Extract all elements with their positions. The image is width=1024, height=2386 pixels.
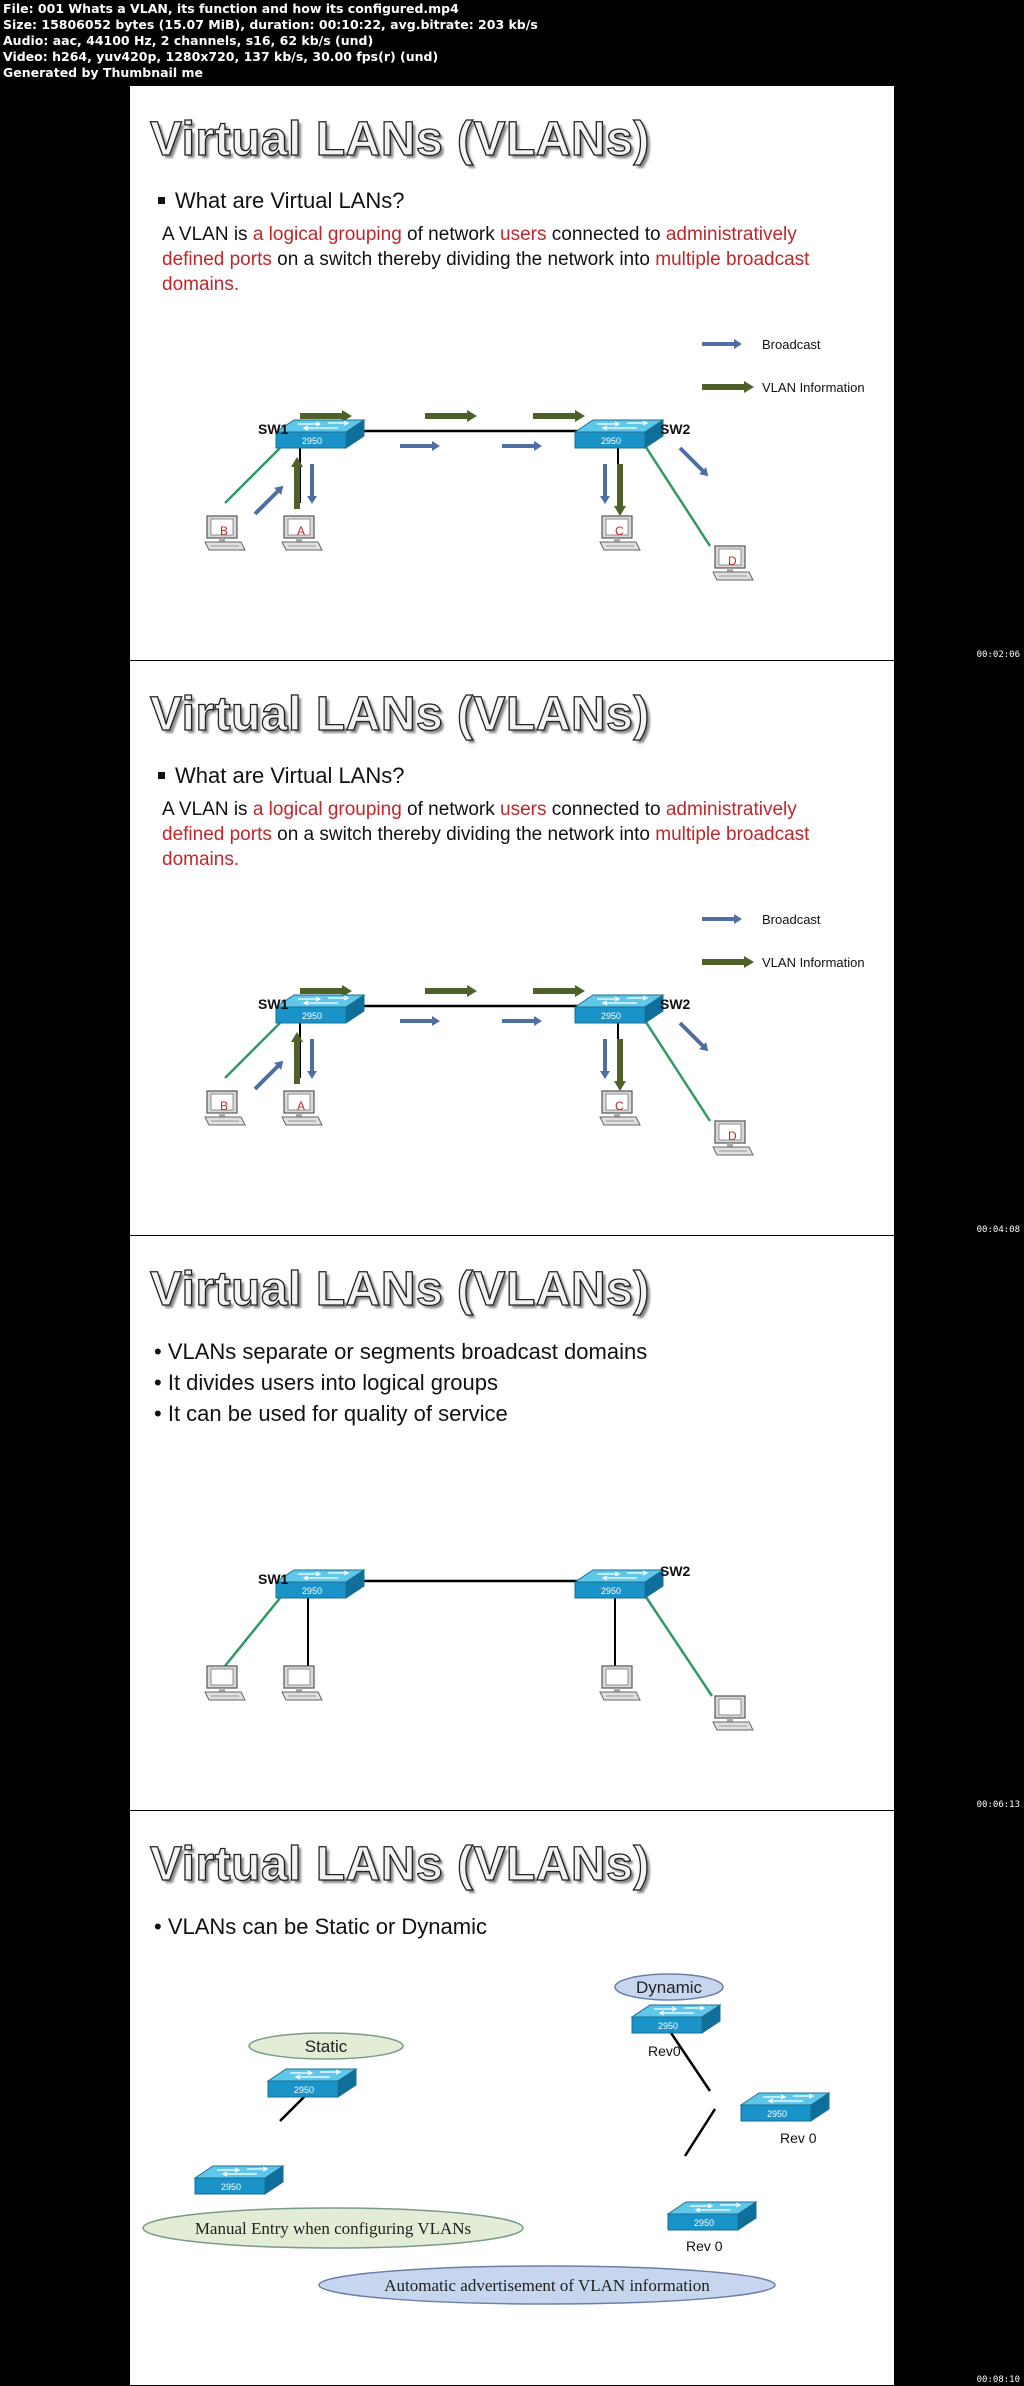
list-item: • VLANs can be Static or Dynamic (154, 1911, 487, 1942)
svg-text:C: C (615, 1099, 624, 1113)
meta-file: File: 001 Whats a VLAN, its function and how its configured.mp4 (3, 1, 459, 16)
slide-3 (130, 1236, 894, 1810)
slide-4 (130, 1811, 894, 2385)
rev0-label: Rev 0 (780, 2130, 817, 2146)
rev0-label: Rev 0 (686, 2238, 723, 2254)
legend-vlan-info: VLAN Information (762, 955, 865, 970)
rev0-label: Rev0 (648, 2043, 681, 2059)
slide-title: Virtual LANs (VLANs) (150, 1838, 650, 1891)
slide-title: Virtual LANs (VLANs) (150, 1263, 650, 1316)
sw2-label: SW2 (660, 1563, 691, 1579)
vlan-definition: A VLAN is a logical grouping of network users connected to administratively defined ports on a switch thereby dividing the network into multiple broadcast domains. (162, 224, 810, 295)
timestamp-3: 00:06:13 (976, 1800, 1020, 1810)
network-diagram (130, 1236, 894, 1810)
timestamp-4: 00:08:10 (976, 2375, 1020, 2385)
dynamic-label: Dynamic (635, 1978, 703, 1997)
svg-text:D: D (728, 1129, 737, 1143)
svg-text:B: B (220, 524, 229, 538)
bullet-text: What are Virtual LANs? (175, 188, 405, 213)
list-item: • VLANs separate or segments broadcast domains (154, 1336, 647, 1367)
legend-broadcast: Broadcast (762, 337, 821, 352)
slide-title: Virtual LANs (VLANs) (150, 113, 650, 166)
svg-text:D: D (728, 554, 737, 568)
list-item: • It divides users into logical groups (154, 1367, 647, 1398)
sw2-label: SW2 (660, 996, 691, 1012)
timestamp-1: 00:02:06 (976, 650, 1020, 660)
svg-text:C: C (615, 524, 624, 538)
video-metadata (3, 1, 538, 81)
svg-text:A: A (297, 524, 306, 538)
legend-vlan-info: VLAN Information (762, 380, 865, 395)
slide-title: Virtual LANs (VLANs) (150, 688, 650, 741)
meta-generated: Generated by Thumbnail me (3, 65, 203, 80)
legend-broadcast: Broadcast (762, 912, 821, 927)
meta-audio: Audio: aac, 44100 Hz, 2 channels, s16, 62 kb/s (und) (3, 33, 374, 48)
timestamp-2: 00:04:08 (976, 1225, 1020, 1235)
slide-1 (130, 86, 894, 660)
network-diagram (130, 661, 894, 1235)
auto-advert-label: Automatic advertisement of VLAN information (384, 2276, 710, 2295)
sw1-label: SW1 (258, 421, 289, 437)
meta-video: Video: h264, yuv420p, 1280x720, 137 kb/s, 30.00 fps(r) (und) (3, 49, 439, 64)
network-diagram (130, 86, 894, 660)
meta-size: Size: 15806052 bytes (15.07 MiB), duration: 00:10:22, avg.bitrate: 203 kb/s (3, 17, 538, 32)
sw2-label: SW2 (660, 421, 691, 437)
sw1-label: SW1 (258, 1571, 289, 1587)
static-dynamic-diagram (130, 1811, 894, 2385)
manual-entry-label: Manual Entry when configuring VLANs (194, 2219, 472, 2238)
sw1-label: SW1 (258, 996, 289, 1012)
list-item: • It can be used for quality of service (154, 1398, 647, 1429)
static-label: Static (304, 2037, 348, 2056)
bullet-text: What are Virtual LANs? (175, 763, 405, 788)
svg-text:A: A (297, 1099, 306, 1113)
svg-text:B: B (220, 1099, 229, 1113)
slide-2 (130, 661, 894, 1235)
vlan-definition: A VLAN is a logical grouping of network users connected to administratively defined ports on a switch thereby dividing the network into multiple broadcast domains. (162, 799, 810, 870)
